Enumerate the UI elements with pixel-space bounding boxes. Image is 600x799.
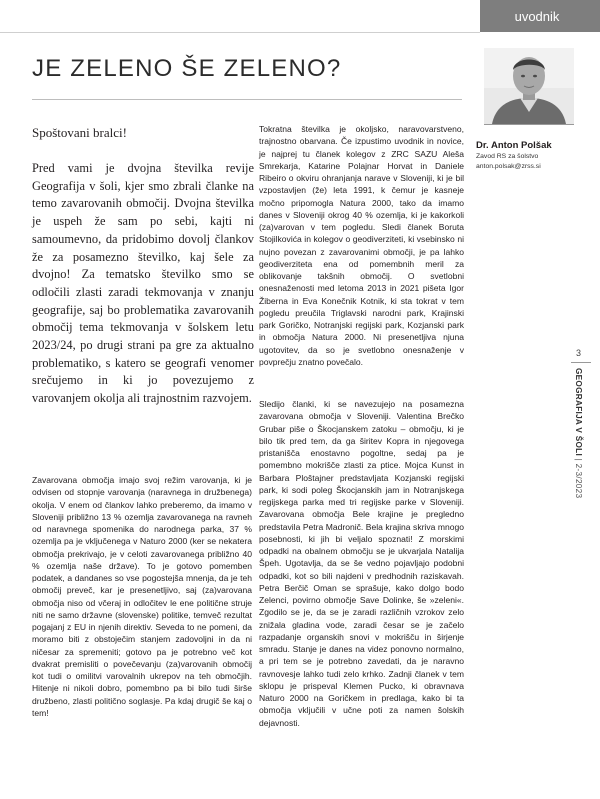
author-photo bbox=[484, 48, 574, 125]
footer-separator: | bbox=[574, 458, 583, 464]
author-name: Dr. Anton Polšak bbox=[476, 140, 552, 151]
author-affiliation: Zavod RS za šolstvo bbox=[476, 153, 539, 160]
journal-name: GEOGRAFIJA V ŠOLI bbox=[574, 368, 583, 457]
body-paragraph-right-2: Sledijo članki, ki se navezujejo na posamezna zavarovana območja v Sloveniji. Valentina Brečko Grubar piše o Škocjanskem zatoku – območju, ki je bilo tik pred tem, da ga širitev Kopra in njegovega pristanišča enostavno pogoltne, sedaj pa je pomembno mokrišče zlasti za ptice. Mojca Kunst in Barbara Ploštajner predstavljata Kozjanski regijski park, ki sodi poleg Škocjanskih jam in Notranjskega regijskega parka med tri regijske parke v Sloveniji. Zavarovana območja Bele krajine je pregledno predstavila Petra Madronič. Bela krajina skriva mnogo posebnosti, ki jih bi veljalo spoznati! Z morskimi odpadki na obalnem območju se je ukvarjala Natalija Špeh. Ugotavlja, da se še vedno pojavljajo podobni odpadki, kot so bili najdeni v predhodnih raziskavah. Petra Berčič Oman se sprašuje, kako dolgo bodo Zelenci, povirno območje Save Dolinke, še »zeleni«. Zgodilo se je, da se je zaradi različnih vzrokov zelo znižala gladina vode, zaradi česar se je začelo razpadanje organskih snovi v mokrišču in širjenje smradu. Stanje je danes na videz ponovno normalno, a pri tem se je potrebno zavedati, da je naravno ravnovesje lahko tudi zelo krhko. Zadnji članek v tem sklopu je prispeval Klemen Pucko, ki obravnava Naturo 2000 na Goričkem in predlaga, kako bi ta območja vključili v učne poti za namen šolskih dejavnosti. bbox=[259, 399, 464, 728]
page-number: 3 bbox=[576, 348, 582, 358]
body-paragraph-left: Zavarovana območja imajo svoj režim varovanja, ki je odvisen od stopnje varovanja (naravnega in družbenega) okolja. V enem od člankov lahko preberemo, da imamo v Sloveniji približno 13 % ozemlja zavarovanega na ravneh od naravnega spomenika do narodnega parka, 37 % ozemlja pa je vključenega v Naturo 2000 (ker se nekatera območja prekrivajo, je v celoti zavarovanega približno 40 % ozemlja naše države). To je gotovo pomemben podatek, a dandanes so vse pogostejša mnenja, da je teh območij preveč, kar je presenetljivo, saj (za)varovana območja niso od včeraj in odločitev le ene politične struje niti ne samo državne (slovenske) politike, temveč rezultat pogajanj z EU in njenih direktiv. Seveda to ne pomeni, da moramo biti z obstoječim stanjem zadovoljni in da ni ničesar za spremeniti; gotovo pa je potrebno več kot dvakrat premisliti o povečevanju (za)varovanih območij kot tudi o omilitvi varovalnih ukrepov na teh območjih. Hitenje ni nikoli dobro, pomembno pa bi bilo tudi širše družbeno, zlasti politično soglasje. Pa kdaj drugič še kaj o tem! bbox=[32, 475, 252, 718]
body-paragraph-right-1: Tokratna številka je okoljsko, naravovarstveno, trajnostno obarvana. Če izpustimo uvodnik in novice, je najprej tu članek kolegov z ZRC SAZU Aleša Smrekarja, Katarine Polajnar Horvat in Daniele Ribeiro o okviru ohranjanja narave v Sloveniji, ki je bil vzpostavljen (že) leta 1991, k čemur je kasneje močno pripomogla Natura 2000, tako da imamo danes v Sloveniji okrog 40 % ozemlja, ki je kakorkoli (za)varovan v tem pogledu. Sledi članek Boruta Stojilkovića in kolegov o geodiverziteti, ki vsebinsko ni nujno povezan z zavarovanimi območji, je pa lahko geodiverziteta ena od pomembnih meril za oblikovanje takšnih območij. O svetlobni onesnaženosti med letoma 2013 in 2021 pišeta Igor Žiberna in Eva Konečnik Kotnik, ki sta tokrat v tem pogledu preučila Triglavski narodni park, Krajinski park Goričko, Notranjski regijski park, Kozjanski park in območja Natura 2000. Ni presenetljiva njuna ugotovitev, da so je svetlobno onesnaženje v povprečju znatno povečalo. bbox=[259, 124, 464, 367]
issue-number: 2-3/2023 bbox=[574, 463, 583, 499]
page-title: JE ZELENO ŠE ZELENO? bbox=[32, 55, 342, 82]
title-divider bbox=[32, 99, 462, 100]
running-footer bbox=[574, 368, 583, 498]
greeting: Spoštovani bralci! bbox=[32, 125, 127, 140]
author-email[interactable]: anton.polsak@zrss.si bbox=[476, 163, 541, 170]
intro-paragraph: Pred vami je dvojna številka revije Geografija v šoli, kjer smo zbrali članke na temo zavarovanih območij. Dvojna številka je uspeh že sam po sebi, kajti ni samoumevno, da pridobimo dovolj člankov že za posamezno številko, kaj šele za dvojno! Za tematsko številko smo se odločili zlasti zaradi tekmovanja v znanju geografije, saj bo problematika zavarovanih območij tema tekmovanja v šolskem letu 2023/24, po drugi strani pa gre za aktualno problematiko, s katero se geografi venomer srečujemo in ki jo povezujemo z varovanjem okolja ali trajnostnim razvojem. bbox=[32, 161, 254, 406]
top-divider bbox=[0, 32, 480, 33]
section-label: uvodnik bbox=[480, 0, 600, 32]
side-divider bbox=[571, 362, 591, 363]
author-portrait-image bbox=[484, 48, 574, 124]
